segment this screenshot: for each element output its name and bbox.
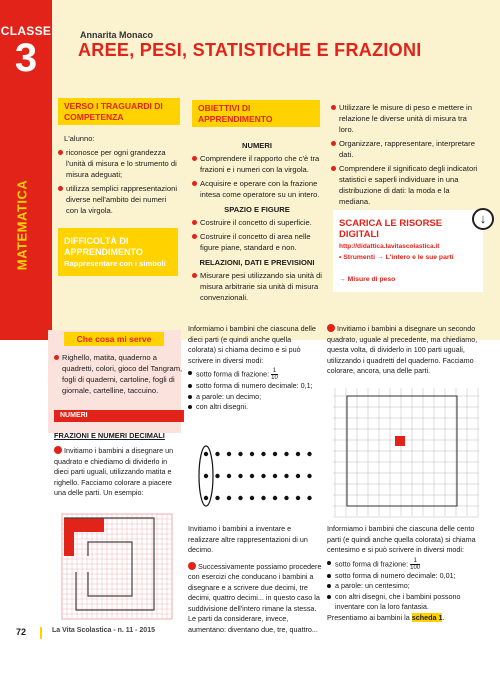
- list-item: sotto forma di numero decimale: 0,1;: [188, 381, 318, 392]
- list-item: Utilizzare le misure di peso e mettere in relazione le diverse unità di misura tra loro.: [331, 102, 481, 135]
- col3-text-bottom: [327, 524, 485, 623]
- risorse-item[interactable]: • Strumenti → L'intero e le sue parti: [339, 254, 454, 261]
- class-number: 3: [14, 36, 38, 80]
- traguardi-intro: L'alunno:: [64, 134, 95, 143]
- sidebar: [0, 0, 52, 340]
- class-label: CLASSE: [0, 24, 52, 38]
- relazioni-heading: RELAZIONI, DATI E PREVISIONI: [199, 258, 315, 267]
- obiettivi-list: [192, 136, 322, 306]
- risorse-title: SCARICA LE RISORSE DIGITALI: [339, 218, 443, 240]
- tenths-dots-diagram: [196, 440, 322, 512]
- scheda-link[interactable]: scheda 1: [411, 612, 443, 622]
- list-item: Misurare pesi utilizzando sia unità di misura arbitrarie sia unità di misura convenzionali.: [192, 270, 322, 303]
- list-item: Costruire il concetto di area nelle figure piane, standard e non.: [192, 231, 322, 253]
- traguardi-list: [58, 133, 180, 219]
- arrow-icon: [188, 562, 196, 570]
- materials-text: Righello, matita, quaderno a quadretti, colori, gioco del Tangram, fogli di quaderni, cartoline, fogli di giornale, cartelline, taccuino.: [54, 352, 184, 396]
- spazio-heading: SPAZIO E FIGURE: [224, 205, 290, 214]
- col2-text-top: [188, 324, 318, 413]
- list-item: Organizzare, rappresentare, interpretare dati.: [331, 138, 481, 160]
- author: Annarita Monaco: [80, 30, 154, 40]
- page-number: 72: [16, 627, 27, 637]
- list-item: Costruire il concetto di superficie.: [192, 217, 322, 228]
- numeri-heading: NUMERI: [242, 141, 272, 150]
- list-item: con altri disegni, che i bambini possono inventare con la loro fantasia.: [327, 592, 485, 613]
- list-item: a parole: un decimo;: [188, 392, 318, 403]
- grid-hundredths: [333, 388, 483, 518]
- difficolta-title: DIFFICOLTÀ DI APPRENDIMENTO: [64, 236, 143, 257]
- arrow-icon: [327, 324, 335, 332]
- list-item: con altri disegni.: [188, 402, 318, 413]
- col2-intro: Informiamo i bambini che ciascuna delle dieci parti (e quindi anche quella colorata) si chiama decimo e si può scrivere in diversi modi:: [188, 324, 316, 365]
- traguardi-header: VERSO I TRAGUARDI DI COMPETENZA: [58, 98, 180, 125]
- risorse-item[interactable]: → Misure di peso: [339, 276, 396, 283]
- list-item: riconosce per ogni grandezza l'unità di misura e lo strumento di misura adeguati;: [58, 147, 180, 180]
- grid-tenths: [60, 512, 178, 624]
- col2-p3: Successivamente possiamo procedere con esercizi che conducano i bambini a disegnare e a scrivere due decimi, tre decimi, quattro decimi... in questo caso la suddivisione dell'intero rimane la stessa. Le parti da considerare, invece, aumentano: diventano due, tre, quattro...: [188, 561, 322, 634]
- list-item: Comprendere il rapporto che c'è tra frazioni e i numeri con la virgola.: [192, 153, 322, 175]
- list-item: a parole: un centesimo;: [327, 581, 485, 592]
- list-item: Comprendere il significato degli indicatori statistici e saperli individuare in una distribuzione di dati: la moda e la mediana.: [331, 163, 481, 207]
- obiettivi-list-right: [331, 102, 481, 210]
- list-item: sotto forma di frazione: $\frac{1}{100}$: [327, 558, 485, 571]
- obiettivi-header: OBIETTIVI DI APPRENDIMENTO: [192, 100, 320, 127]
- list-item: Acquisire e operare con la frazione intesa come operatore su un intero.: [192, 178, 322, 200]
- footer: [0, 627, 500, 679]
- arrow-icon: [54, 446, 62, 454]
- list-item: utilizza semplici rappresentazioni diverse nell'ambito dei numeri con la virgola.: [58, 183, 180, 216]
- risorse-link[interactable]: http://didattica.lavitascolastica.it: [339, 243, 440, 250]
- list-item: sotto forma di frazione: $\frac{1}{10}$: [188, 368, 318, 381]
- fraction: $\frac{1}{10}$: [271, 368, 278, 381]
- section-title: FRAZIONI E NUMERI DECIMALI: [54, 431, 165, 440]
- difficolta-box: [58, 228, 178, 276]
- risorse-digitali-box: [333, 210, 483, 292]
- col2-text-bottom: [188, 524, 322, 635]
- difficolta-subtitle: Rappresentare con i simboli: [64, 259, 166, 268]
- col2-p2: Invitiamo i bambini a inventare e realizzare altre rappresentazioni di un decimo.: [188, 524, 308, 554]
- col3-text-top: Invitiamo i bambini a disegnare un secondo quadrato, uguale al precedente, ma chiediamo, questa volta, di dividerlo in 100 parti uguali, utilizzando i quadretti del quaderno. Facciamo colorare, ancora, una delle parti.: [327, 324, 478, 375]
- fraction: $\frac{1}{100}$: [410, 557, 421, 571]
- page-title: AREE, PESI, STATISTICHE E FRAZIONI: [78, 40, 422, 60]
- materials-title: Che cosa mi serve: [64, 332, 164, 346]
- footer-divider: [40, 627, 42, 639]
- col1-text: Invitiamo i bambini a disegnare un quadrato e chiediamo di dividerlo in dieci parti uguali, utilizzando matita e righello. Facciamo colorare a piacere una delle parti. Un esempio:: [54, 446, 174, 497]
- download-icon[interactable]: ↓: [472, 208, 494, 230]
- scheda-line: Presentiamo ai bambini la scheda 1.: [327, 612, 445, 622]
- list-item: sotto forma di numero decimale: 0,01;: [327, 571, 485, 582]
- col3-intro: Informiamo i bambini che ciascuna delle cento parti (e quindi anche quella colorata) si chiama centesimo e si può scrivere in diversi modi:: [327, 524, 476, 554]
- magazine-name: La Vita Scolastica - n. 11 - 2015: [52, 627, 155, 634]
- subject-label: MATEMATICA: [14, 179, 30, 271]
- section-band: NUMERI: [54, 410, 184, 422]
